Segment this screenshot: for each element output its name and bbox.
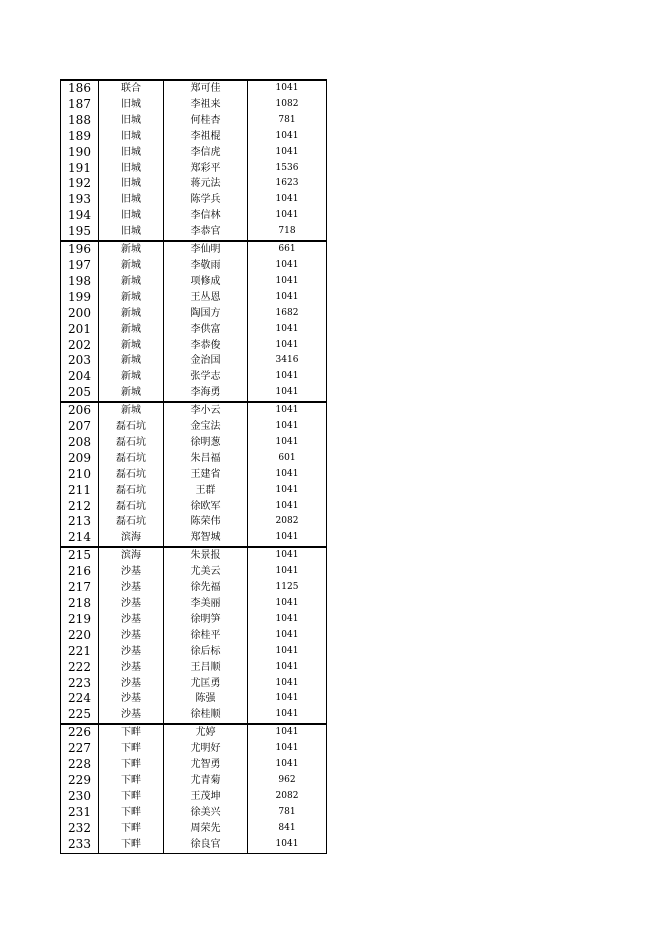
name-cell: 李美丽 xyxy=(164,596,248,612)
area-cell: 下畔 xyxy=(99,789,164,805)
row-number-cell: 211 xyxy=(61,483,99,499)
amount-cell: 1682 xyxy=(248,306,327,322)
area-cell: 下畔 xyxy=(99,724,164,741)
table-row xyxy=(61,580,327,596)
table-row xyxy=(61,547,327,564)
amount-cell: 1041 xyxy=(248,741,327,757)
row-number-cell: 232 xyxy=(61,821,99,837)
area-cell: 旧城 xyxy=(99,208,164,224)
area-cell: 旧城 xyxy=(99,113,164,129)
amount-cell: 1041 xyxy=(248,691,327,707)
area-cell: 磊石坑 xyxy=(99,514,164,530)
area-cell: 下畔 xyxy=(99,805,164,821)
name-cell: 徐良官 xyxy=(164,837,248,853)
area-cell: 新城 xyxy=(99,369,164,385)
amount-cell: 3416 xyxy=(248,353,327,369)
table-row xyxy=(61,628,327,644)
row-number-cell: 188 xyxy=(61,113,99,129)
table-row xyxy=(61,564,327,580)
area-cell: 新城 xyxy=(99,258,164,274)
table-row xyxy=(61,596,327,612)
amount-cell: 1041 xyxy=(248,612,327,628)
area-cell: 旧城 xyxy=(99,192,164,208)
row-number-cell: 217 xyxy=(61,580,99,596)
area-cell: 磊石坑 xyxy=(99,435,164,451)
area-cell: 滨海 xyxy=(99,530,164,547)
amount-cell: 1082 xyxy=(248,97,327,113)
table-row xyxy=(61,499,327,515)
name-cell: 尤明好 xyxy=(164,741,248,757)
row-number-cell: 221 xyxy=(61,644,99,660)
amount-cell: 1041 xyxy=(248,419,327,435)
amount-cell: 1041 xyxy=(248,129,327,145)
name-cell: 李祖来 xyxy=(164,97,248,113)
name-cell: 陶国方 xyxy=(164,306,248,322)
table-row xyxy=(61,322,327,338)
amount-cell: 1041 xyxy=(248,628,327,644)
table-row xyxy=(61,451,327,467)
area-cell: 下畔 xyxy=(99,741,164,757)
amount-cell: 1041 xyxy=(248,707,327,724)
amount-cell: 718 xyxy=(248,224,327,241)
name-cell: 李供富 xyxy=(164,322,248,338)
name-cell: 徐明笋 xyxy=(164,612,248,628)
area-cell: 下畔 xyxy=(99,773,164,789)
table-body xyxy=(61,80,327,853)
name-cell: 李恭俊 xyxy=(164,338,248,354)
row-number-cell: 215 xyxy=(61,547,99,564)
table-row xyxy=(61,258,327,274)
row-number-cell: 189 xyxy=(61,129,99,145)
table-row xyxy=(61,773,327,789)
table-row xyxy=(61,435,327,451)
area-cell: 沙基 xyxy=(99,612,164,628)
row-number-cell: 193 xyxy=(61,192,99,208)
name-cell: 徐桂平 xyxy=(164,628,248,644)
name-cell: 尤美云 xyxy=(164,564,248,580)
row-number-cell: 187 xyxy=(61,97,99,113)
area-cell: 旧城 xyxy=(99,129,164,145)
area-cell: 下畔 xyxy=(99,837,164,853)
area-cell: 磊石坑 xyxy=(99,419,164,435)
name-cell: 陈学兵 xyxy=(164,192,248,208)
data-table xyxy=(60,79,327,854)
name-cell: 王茂坤 xyxy=(164,789,248,805)
row-number-cell: 222 xyxy=(61,660,99,676)
table-row xyxy=(61,176,327,192)
area-cell: 磊石坑 xyxy=(99,467,164,483)
name-cell: 郑智城 xyxy=(164,530,248,547)
row-number-cell: 203 xyxy=(61,353,99,369)
amount-cell: 2082 xyxy=(248,514,327,530)
table-row xyxy=(61,837,327,853)
table-row xyxy=(61,338,327,354)
area-cell: 新城 xyxy=(99,385,164,402)
amount-cell: 1623 xyxy=(248,176,327,192)
amount-cell: 1041 xyxy=(248,596,327,612)
name-cell: 尤智勇 xyxy=(164,757,248,773)
area-cell: 沙基 xyxy=(99,660,164,676)
name-cell: 尤匡勇 xyxy=(164,676,248,692)
amount-cell: 1041 xyxy=(248,757,327,773)
name-cell: 金治国 xyxy=(164,353,248,369)
row-number-cell: 190 xyxy=(61,145,99,161)
row-number-cell: 212 xyxy=(61,499,99,515)
table-row xyxy=(61,224,327,241)
amount-cell: 1041 xyxy=(248,724,327,741)
name-cell: 徐后标 xyxy=(164,644,248,660)
name-cell: 周荣先 xyxy=(164,821,248,837)
name-cell: 徐欧军 xyxy=(164,499,248,515)
amount-cell: 1041 xyxy=(248,435,327,451)
table-row xyxy=(61,419,327,435)
table-row xyxy=(61,612,327,628)
row-number-cell: 204 xyxy=(61,369,99,385)
row-number-cell: 186 xyxy=(61,80,99,97)
name-cell: 王丛恩 xyxy=(164,290,248,306)
table-row xyxy=(61,161,327,177)
table-row xyxy=(61,145,327,161)
table-row xyxy=(61,789,327,805)
row-number-cell: 216 xyxy=(61,564,99,580)
row-number-cell: 219 xyxy=(61,612,99,628)
row-number-cell: 201 xyxy=(61,322,99,338)
area-cell: 沙基 xyxy=(99,628,164,644)
row-number-cell: 233 xyxy=(61,837,99,853)
name-cell: 李恭官 xyxy=(164,224,248,241)
table-row xyxy=(61,113,327,129)
name-cell: 王群 xyxy=(164,483,248,499)
row-number-cell: 195 xyxy=(61,224,99,241)
area-cell: 滨海 xyxy=(99,547,164,564)
area-cell: 沙基 xyxy=(99,707,164,724)
amount-cell: 1041 xyxy=(248,660,327,676)
area-cell: 旧城 xyxy=(99,161,164,177)
amount-cell: 601 xyxy=(248,451,327,467)
area-cell: 联合 xyxy=(99,80,164,97)
row-number-cell: 220 xyxy=(61,628,99,644)
area-cell: 新城 xyxy=(99,338,164,354)
area-cell: 沙基 xyxy=(99,676,164,692)
table-row xyxy=(61,821,327,837)
row-number-cell: 196 xyxy=(61,241,99,258)
name-cell: 尤青菊 xyxy=(164,773,248,789)
table-row xyxy=(61,274,327,290)
row-number-cell: 207 xyxy=(61,419,99,435)
row-number-cell: 205 xyxy=(61,385,99,402)
table-row xyxy=(61,707,327,724)
table-row xyxy=(61,757,327,773)
amount-cell: 1041 xyxy=(248,837,327,853)
name-cell: 郑彩平 xyxy=(164,161,248,177)
table-row xyxy=(61,530,327,547)
amount-cell: 1041 xyxy=(248,80,327,97)
table-row xyxy=(61,467,327,483)
amount-cell: 1125 xyxy=(248,580,327,596)
row-number-cell: 209 xyxy=(61,451,99,467)
area-cell: 沙基 xyxy=(99,564,164,580)
area-cell: 磊石坑 xyxy=(99,499,164,515)
table-row xyxy=(61,369,327,385)
row-number-cell: 206 xyxy=(61,402,99,419)
name-cell: 尤婷 xyxy=(164,724,248,741)
amount-cell: 1041 xyxy=(248,467,327,483)
name-cell: 李海勇 xyxy=(164,385,248,402)
area-cell: 新城 xyxy=(99,290,164,306)
table-row xyxy=(61,660,327,676)
amount-cell: 962 xyxy=(248,773,327,789)
table-row xyxy=(61,80,327,97)
area-cell: 沙基 xyxy=(99,691,164,707)
amount-cell: 1041 xyxy=(248,499,327,515)
amount-cell: 1041 xyxy=(248,290,327,306)
table-row xyxy=(61,644,327,660)
area-cell: 下畔 xyxy=(99,821,164,837)
amount-cell: 1536 xyxy=(248,161,327,177)
amount-cell: 1041 xyxy=(248,547,327,564)
table-row xyxy=(61,192,327,208)
amount-cell: 841 xyxy=(248,821,327,837)
area-cell: 沙基 xyxy=(99,596,164,612)
table-row xyxy=(61,514,327,530)
table-row xyxy=(61,306,327,322)
amount-cell: 1041 xyxy=(248,274,327,290)
area-cell: 旧城 xyxy=(99,97,164,113)
table-row xyxy=(61,385,327,402)
table-row xyxy=(61,741,327,757)
amount-cell: 2082 xyxy=(248,789,327,805)
amount-cell: 1041 xyxy=(248,676,327,692)
table-row xyxy=(61,241,327,258)
area-cell: 新城 xyxy=(99,402,164,419)
row-number-cell: 198 xyxy=(61,274,99,290)
amount-cell: 1041 xyxy=(248,385,327,402)
name-cell: 李小云 xyxy=(164,402,248,419)
area-cell: 旧城 xyxy=(99,145,164,161)
area-cell: 磊石坑 xyxy=(99,451,164,467)
name-cell: 徐明葱 xyxy=(164,435,248,451)
name-cell: 金宝法 xyxy=(164,419,248,435)
table-row xyxy=(61,402,327,419)
amount-cell: 1041 xyxy=(248,644,327,660)
name-cell: 王吕顺 xyxy=(164,660,248,676)
name-cell: 李仙明 xyxy=(164,241,248,258)
area-cell: 新城 xyxy=(99,274,164,290)
name-cell: 蒋元法 xyxy=(164,176,248,192)
area-cell: 沙基 xyxy=(99,644,164,660)
row-number-cell: 194 xyxy=(61,208,99,224)
amount-cell: 1041 xyxy=(248,322,327,338)
amount-cell: 1041 xyxy=(248,338,327,354)
area-cell: 新城 xyxy=(99,322,164,338)
row-number-cell: 231 xyxy=(61,805,99,821)
table-row xyxy=(61,805,327,821)
area-cell: 下畔 xyxy=(99,757,164,773)
row-number-cell: 199 xyxy=(61,290,99,306)
amount-cell: 1041 xyxy=(248,208,327,224)
table-row xyxy=(61,676,327,692)
amount-cell: 1041 xyxy=(248,483,327,499)
row-number-cell: 230 xyxy=(61,789,99,805)
area-cell: 新城 xyxy=(99,306,164,322)
area-cell: 旧城 xyxy=(99,176,164,192)
amount-cell: 1041 xyxy=(248,258,327,274)
name-cell: 陈强 xyxy=(164,691,248,707)
name-cell: 陈荣伟 xyxy=(164,514,248,530)
row-number-cell: 218 xyxy=(61,596,99,612)
row-number-cell: 210 xyxy=(61,467,99,483)
row-number-cell: 213 xyxy=(61,514,99,530)
amount-cell: 1041 xyxy=(248,369,327,385)
amount-cell: 1041 xyxy=(248,192,327,208)
amount-cell: 661 xyxy=(248,241,327,258)
row-number-cell: 225 xyxy=(61,707,99,724)
name-cell: 王建省 xyxy=(164,467,248,483)
amount-cell: 781 xyxy=(248,113,327,129)
row-number-cell: 214 xyxy=(61,530,99,547)
name-cell: 项修成 xyxy=(164,274,248,290)
name-cell: 李信虎 xyxy=(164,145,248,161)
area-cell: 新城 xyxy=(99,241,164,258)
amount-cell: 1041 xyxy=(248,530,327,547)
row-number-cell: 202 xyxy=(61,338,99,354)
table-row xyxy=(61,691,327,707)
name-cell: 徐桂顺 xyxy=(164,707,248,724)
name-cell: 李祖棍 xyxy=(164,129,248,145)
row-number-cell: 224 xyxy=(61,691,99,707)
name-cell: 李信林 xyxy=(164,208,248,224)
table-row xyxy=(61,724,327,741)
row-number-cell: 208 xyxy=(61,435,99,451)
row-number-cell: 227 xyxy=(61,741,99,757)
name-cell: 朱景报 xyxy=(164,547,248,564)
area-cell: 沙基 xyxy=(99,580,164,596)
name-cell: 李敬雨 xyxy=(164,258,248,274)
table-row xyxy=(61,208,327,224)
area-cell: 旧城 xyxy=(99,224,164,241)
amount-cell: 781 xyxy=(248,805,327,821)
row-number-cell: 192 xyxy=(61,176,99,192)
name-cell: 郑可佳 xyxy=(164,80,248,97)
amount-cell: 1041 xyxy=(248,564,327,580)
area-cell: 新城 xyxy=(99,353,164,369)
name-cell: 朱吕福 xyxy=(164,451,248,467)
row-number-cell: 197 xyxy=(61,258,99,274)
row-number-cell: 226 xyxy=(61,724,99,741)
table-row xyxy=(61,97,327,113)
row-number-cell: 229 xyxy=(61,773,99,789)
row-number-cell: 228 xyxy=(61,757,99,773)
table-row xyxy=(61,353,327,369)
table-row xyxy=(61,129,327,145)
row-number-cell: 191 xyxy=(61,161,99,177)
row-number-cell: 223 xyxy=(61,676,99,692)
name-cell: 徐先福 xyxy=(164,580,248,596)
amount-cell: 1041 xyxy=(248,145,327,161)
table-row xyxy=(61,483,327,499)
name-cell: 何桂杏 xyxy=(164,113,248,129)
name-cell: 张学志 xyxy=(164,369,248,385)
name-cell: 徐美兴 xyxy=(164,805,248,821)
area-cell: 磊石坑 xyxy=(99,483,164,499)
amount-cell: 1041 xyxy=(248,402,327,419)
row-number-cell: 200 xyxy=(61,306,99,322)
table-row xyxy=(61,290,327,306)
